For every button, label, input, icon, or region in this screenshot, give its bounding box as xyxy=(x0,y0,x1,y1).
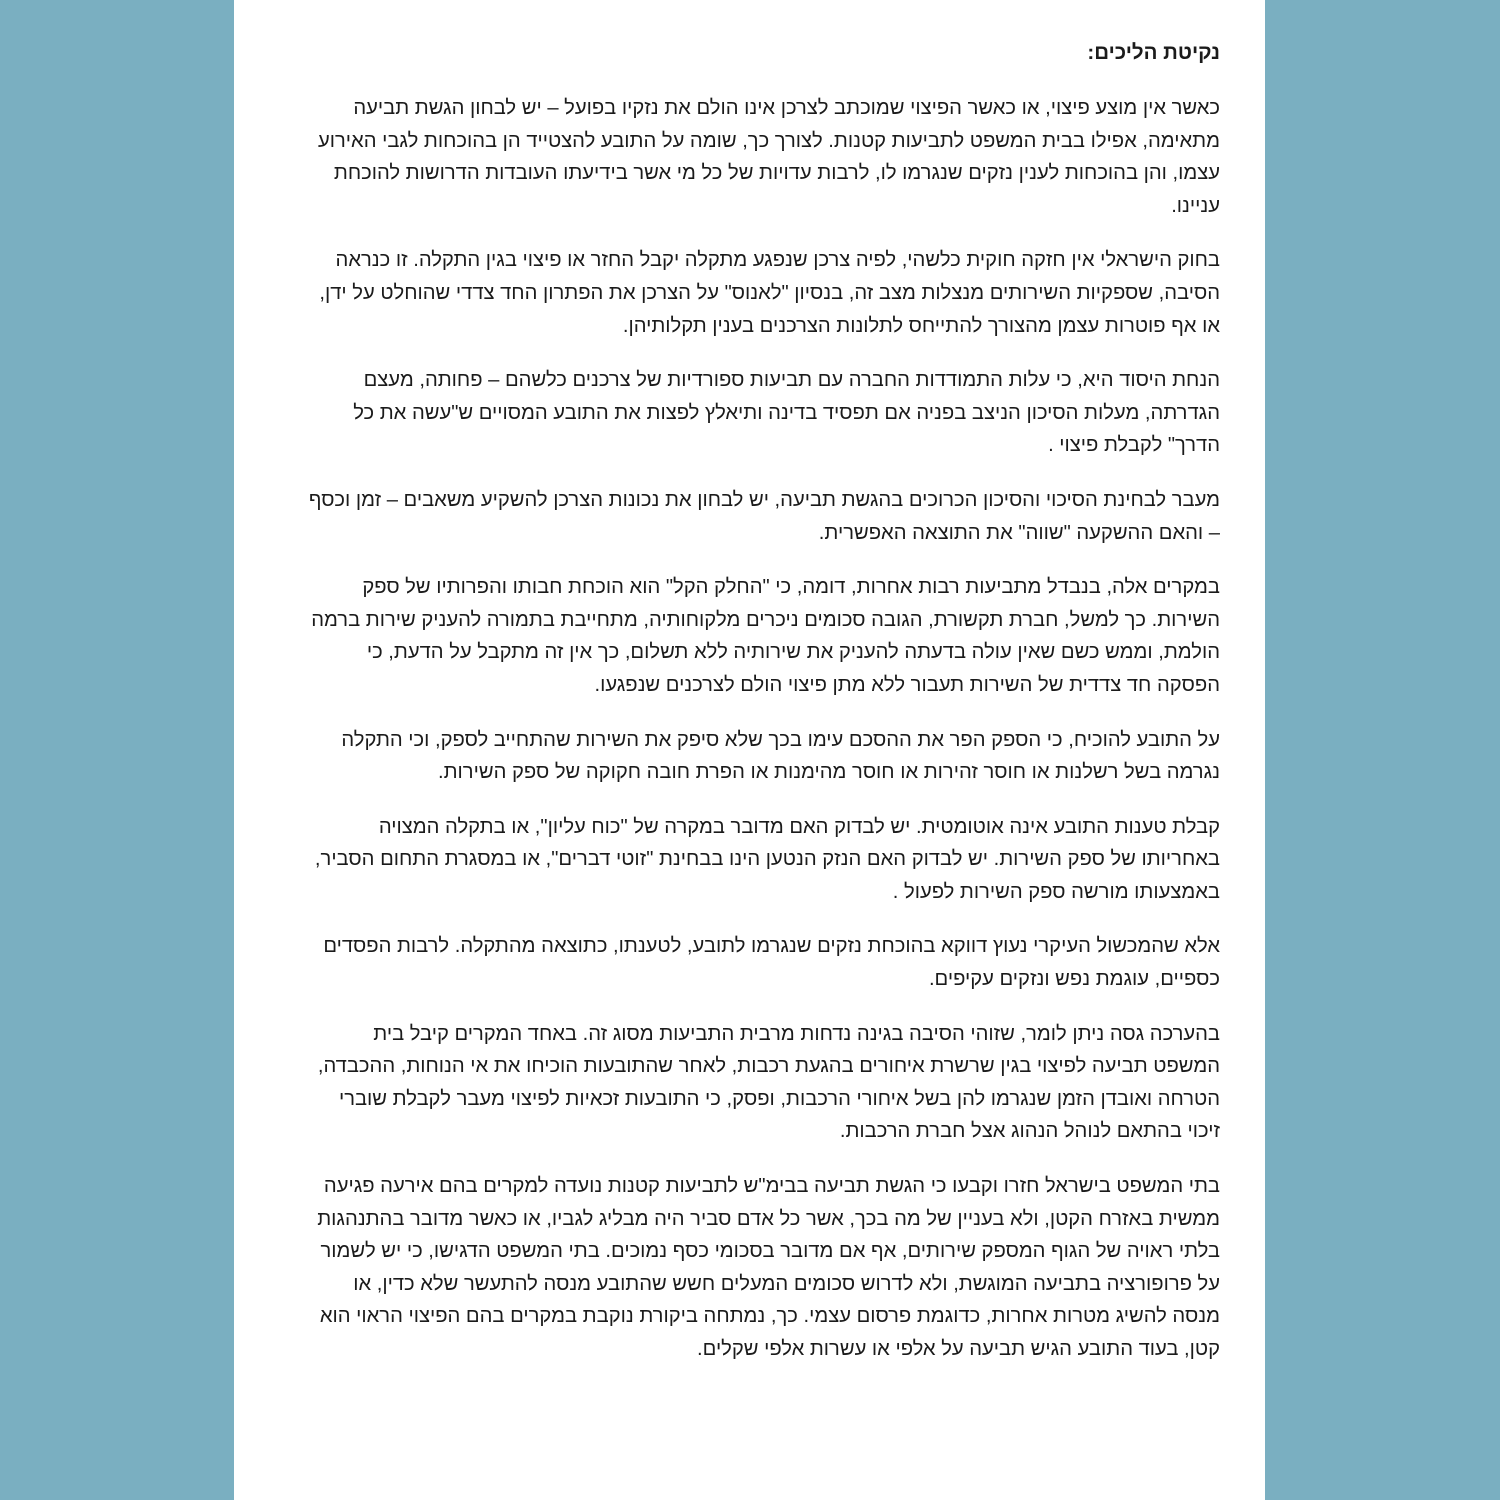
paragraph: הנחת היסוד היא, כי עלות התמודדות החברה עם תביעות ספורדיות של צרכנים כלשהם – פחותה, מעצם הגדרתה, מעלות הסיכון הניצב בפניה אם תפסיד בדינה ותיאלץ לפצות את התובע המסויים ש"עשה את כל הדרך" לקבלת פיצוי . xyxy=(353,369,1220,457)
paragraph: קבלת טענות התובע אינה אוטומטית. יש לבדוק האם מדובר במקרה של "כוח עליון", או בתקלה המצויה באחריותו של ספק השירות. יש לבדוק האם הנזק הנטען הינו בבחינת "זוטי דברים", או במסגרת התחום הסביר, באמצעותו מורשה ספק השירות לפעול . xyxy=(314,815,1220,903)
paragraph: בחוק הישראלי אין חזקה חוקית כלשהי, לפיה צרכן שנפגע מתקלה יקבל החזר או פיצוי בגין התקלה. זו כנראה הסיבה, שספקיות השירותים מנצלות מצב זה, בנסיון "לאנוס" על הצרכן את הפתרון החד צדדי שהוחלט על ידן, או אף פוטרות עצמן מהצורך להתייחס לתלונות הצרכנים בענין תקלותיהן. xyxy=(319,249,1220,337)
paragraph: בהערכה גסה ניתן לומר, שזוהי הסיבה בגינה נדחות מרבית התביעות מסוג זה. באחד המקרים קיבל בית המשפט תביעה לפיצוי בגין שרשרת איחורים בהגעת רכבות, לאחר שהתובעות הוכיחו את אי הנוחות, ההכבדה, הטרחה ואובדן הזמן שנגרמו להן בשל איחורי הרכבות, ופסק, כי התובעות זכאיות לפיצוי מעבר לקבלת שוברי זיכוי בהתאם לנוהל הנהוג אצל חברת הרכבות. xyxy=(317,1022,1220,1143)
paragraph: בתי המשפט בישראל חזרו וקבעו כי הגשת תביעה בבימ"ש לתביעות קטנות נועדה למקרים בהם אירעה פגיעה ממשית באזרח הקטן, ולא בעניין של מה בכך, אשר כל אדם סביר היה מבליג לגביו, או כאשר מדובר בהתנהגות בלתי ראויה של הגוף המספק שירותים, אף אם מדובר בסכומי כסף נמוכים. בתי המשפט הדגישו, כי יש לשמור על פרופורציה בתביעה המוגשת, ולא לדרוש סכומים המעלים חשש שהתובע מנסה להתעשר שלא כדין, או מנסה להשיג מטרות אחרות, כדוגמת פרסום עצמי. כך, נמתחה ביקורת נוקבת במקרים בהם הפיצוי הראוי הוא קטן, בעוד התובע הגיש תביעה על אלפי או עשרות אלפי שקלים. xyxy=(317,1175,1220,1360)
paragraph: במקרים אלה, בנבדל מתביעות רבות אחרות, דומה, כי "החלק הקל" הוא הוכחת חבותו והפרותיו של ספק השירות. כך למשל, חברת תקשורת, הגובה סכומים ניכרים מלקוחותיה, מתחייבת בתמורה להעניק שירות ברמה הולמת, וממש כשם שאין עולה בדעתה להעניק את שירותיה ללא תשלום, כך אין זה מתקבל על הדעת, כי הפסקה חד צדדית של השירות תעבור ללא מתן פיצוי הולם לצרכנים שנפגעו. xyxy=(311,576,1220,696)
document-content xyxy=(306,38,1220,1388)
paragraph: מעבר לבחינת הסיכוי והסיכון הכרוכים בהגשת תביעה, יש לבחון את נכונות הצרכן להשקיע משאבים – זמן וכסף – והאם ההשקעה "שווה" את התוצאה האפשרית. xyxy=(308,488,1220,544)
document-title: נקיטת הליכים: xyxy=(1087,41,1220,64)
document-page xyxy=(234,0,1265,1500)
paragraph: אלא שהמכשול העיקרי נעוץ דווקא בהוכחת נזקים שנגרמו לתובע, לטענתו, כתוצאה מהתקלה. לרבות הפסדים כספיים, עוגמת נפש ונזקים עקיפים. xyxy=(323,935,1220,991)
paragraph: כאשר אין מוצע פיצוי, או כאשר הפיצוי שמוכתב לצרכן אינו הולם את נזקיו בפועל – יש לבחון הגשת תביעה מתאימה, אפילו בבית המשפט לתביעות קטנות. לצורך כך, שומה על התובע להצטייד הן בהוכחות לגבי האירוע עצמו, והן בהוכחות לענין נזקים שנגרמו לו, לרבות עדויות של כל מי אשר בידיעתו העובדות הדרושות להוכחת עניינו. xyxy=(318,97,1220,217)
paragraph: על התובע להוכיח, כי הספק הפר את ההסכם עימו בכך שלא סיפק את השירות שהתחייב לספק, וכי התקלה נגרמה בשל רשלנות או חוסר זהירות או חוסר מהימנות או הפרת חובה חקוקה של ספק השירות. xyxy=(341,728,1220,784)
